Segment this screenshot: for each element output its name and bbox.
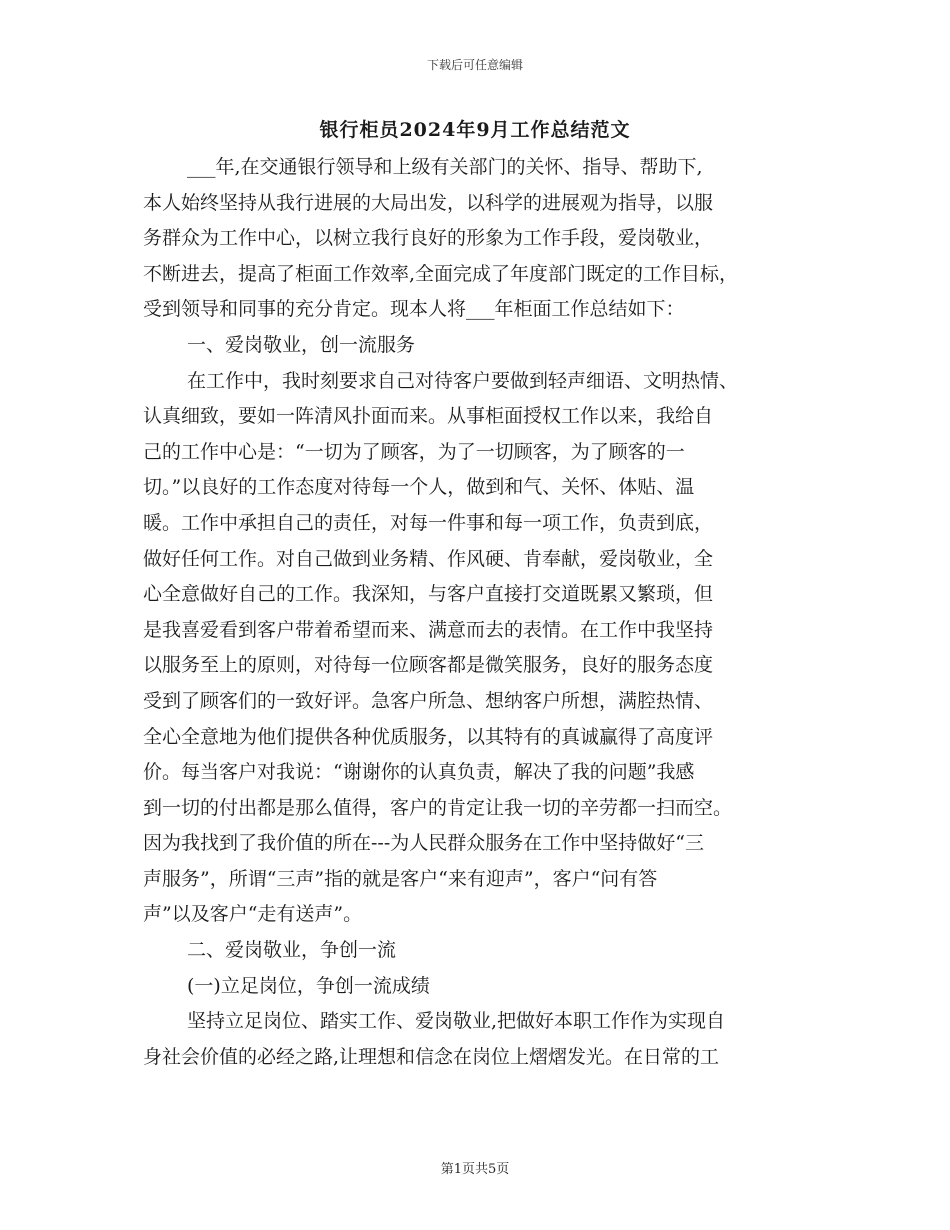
text-line: 因为我找到了我价值的所在---为人民群众服务在工作中坚持做好“三	[143, 832, 704, 855]
text-line: 务群众为工作中心，以树立我行良好的形象为工作手段，爱岗敬业，	[143, 227, 714, 250]
text-line: 暖。工作中承担自己的责任，对每一件事和每一项工作，负责到底，	[143, 511, 714, 534]
text-line: 是我喜爱看到客户带着希望而来、满意而去的表情。在工作中我坚持	[143, 618, 714, 641]
text-line: 不断进去，提高了柜面工作效率,全面完成了年度部门既定的工作目标，	[143, 262, 739, 285]
text-line: 在工作中，我时刻要求自己对待客户要做到轻声细语、文明热情、	[187, 369, 739, 392]
text-line: 本人始终坚持从我行进展的大局出发，以科学的进展观为指导，以服	[143, 191, 714, 214]
text-line: ___年,在交通银行领导和上级有关部门的关怀、指导、帮助下,	[187, 156, 703, 178]
text-line: 坚持立足岗位、踏实工作、爱岗敬业,把做好本职工作作为实现自	[187, 1010, 726, 1033]
text-line: 二、爱岗敬业，争创一流	[187, 939, 397, 962]
text-line: 受到领导和同事的充分肯定。现本人将___年柜面工作总结如下：	[143, 298, 685, 321]
text-line: 全心全意地为他们提供各种优质服务，以其特有的真诚赢得了高度评	[143, 725, 714, 748]
text-line: 到一切的付出都是那么值得，客户的肯定让我一切的辛劳都一扫而空。	[143, 796, 733, 819]
text-line: 受到了顾客们的一致好评。急客户所急、想纳客户所想，满腔热情、	[143, 689, 714, 712]
text-line: 一、爱岗敬业，创一流服务	[187, 333, 416, 356]
text-line: 以服务至上的原则，对待每一位顾客都是微笑服务，良好的服务态度	[143, 654, 714, 677]
text-line: 价。每当客户对我说：“谢谢你的认真负责，解决了我的问题”我感	[143, 761, 695, 784]
text-line: 做好任何工作。对自己做到业务精、作风硬、肯奉献，爱岗敬业，全	[143, 547, 714, 570]
text-line: 认真细致，要如一阵清风扑面而来。从事柜面授权工作以来，我给自	[143, 405, 714, 428]
text-line: 声”以及客户“走有送声”。	[143, 903, 363, 926]
text-line: (一)立足岗位，争创一流成绩	[187, 974, 430, 997]
page-footer: 第1页共5页	[440, 1162, 510, 1177]
text-line: 心全意做好自己的工作。我深知，与客户直接打交道既累又繁琐，但	[143, 583, 714, 606]
header-note: 下载后可任意编辑	[426, 58, 523, 72]
text-line: 身社会价值的必经之路,让理想和信念在岗位上熠熠发光。在日常的工	[143, 1045, 720, 1068]
text-line: 己的工作中心是：“一切为了顾客，为了一切顾客，为了顾客的一	[143, 440, 685, 463]
text-line: 切。”以良好的工作态度对待每一个人，做到和气、关怀、体贴、温	[143, 476, 695, 499]
document-title: 银行柜员2024年9月工作总结范文	[319, 119, 631, 141]
document-body	[143, 150, 818, 1075]
text-line: 声服务”，所谓“三声”指的就是客户“来有迎声”，客户“问有答	[143, 867, 658, 890]
